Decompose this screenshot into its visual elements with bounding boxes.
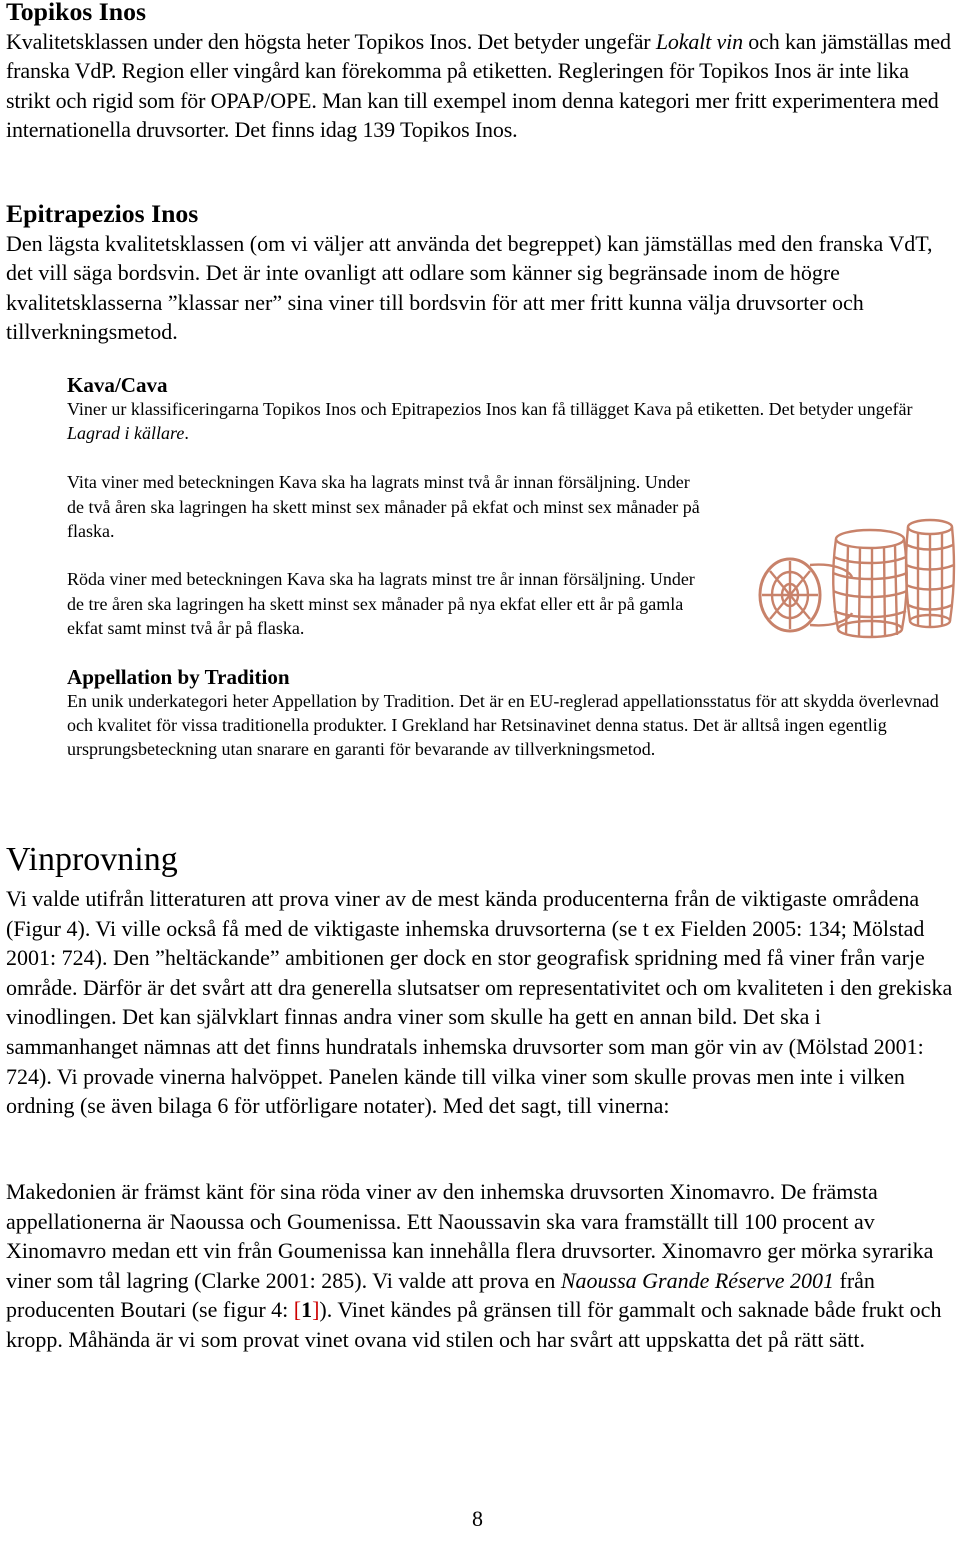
text-lagrad-i-kallare: Lagrad i källare (67, 423, 185, 443)
paragraph-vinprovning-intro: Vi valde utifrån litteraturen att prova viner av de mest kända producenterna från de viktigaste områdena (Figur 4). Vi ville också få med de viktigaste inhemska druvsorterna (se t ex Fielden 2005: 134; Mölstad 2001: 724). Den ”heltäckande” ambitionen ger dock en stor geografisk spridning med få viner från varje område. Därför är det svårt att dra generella slutsatser om representativitet och om kvaliteten i den grekiska vinodlingen. Det kan självklart finnas andra viner som skulle ha gett en annan bild. Det ska i sammanhanget nämnas att det finns hundratals inhemska druvsorter som man gör vin av (Mölstad 2001: 724). Vi provade vinerna halvöppet. Panelen kände till vilka viner som skulle provas men inte i vilken ordning (se även bilaga 6 för utförligare notater). Med det sagt, till vinerna: (6, 886, 953, 1119)
paragraph-makedonien (6, 1177, 958, 1355)
text-naoussa-grande-reserve: Naoussa Grande Réserve 2001 (560, 1267, 834, 1293)
figure-reference-bracket-close: ] (312, 1297, 320, 1323)
text-kava-period: . (184, 423, 189, 443)
barrel-right-icon (906, 520, 954, 627)
text-topikos-1: Kvalitetsklassen under den högsta heter Topikos Inos. Det betyder ungefär (6, 28, 656, 54)
heading-vinprovning: Vinprovning (6, 841, 178, 878)
heading-appellation-by-tradition: Appellation by Tradition (67, 665, 290, 689)
text-lokalt-vin: Lokalt vin (655, 28, 743, 54)
page-number: 8 (472, 1506, 483, 1531)
text-makedonien-1: Makedonien är främst känt för sina röda viner av den inhemska druvsorten Xinomavro. De främsta appellationerna är Naoussa och Goumenissa. Ett Naoussavin ska vara framställt till 100 procent av Xinomavro medan ett vin från Goumenissa kan innehålla flera druvsorter. Xinomavro ger mörka syrarika viner som tål lagring (Clarke 2001: 285). Vi valde att prova en (6, 1179, 934, 1293)
paragraph-epitrapezios-inos: Den lägsta kvalitetsklassen (om vi väljer att använda det begreppet) kan jämställas med den franska VdT, det vill säga bordsvin. Det är inte ovanligt att odlare som känner sig begränsade inom de högre kvalitetsklasserna ”klassar ner” sina viner till bordsvin för att mer fritt kunna välja druvsorter och tillverkningsmetod. (6, 230, 933, 344)
section-topikos-inos (6, 0, 956, 145)
barrel-left-icon (760, 559, 852, 631)
paragraph-appellation-by-tradition: En unik underkategori heter Appellation by Tradition. Det är en EU-reglerad appellationsstatus för att skydda överlevnad och kvalitet för vissa traditionella produkter. I Grekland har Retsinavinet denna status. Det är alltså ingen egentlig ursprungsbeteckning utan snarare en garanti för bevarande av tillverkningsmetod. (67, 691, 939, 759)
text-makedonien-2: från producenten Boutari (se figur 4: (6, 1267, 875, 1323)
section-appellation-by-tradition (67, 665, 957, 761)
figure-reference-number[interactable]: 1 (301, 1297, 313, 1323)
paragraph-kava-red: Röda viner med beteckningen Kava ska ha lagrats minst tre år innan försäljning. Under de tre åren ska lagringen ha skett minst sex månader på nya ekfat eller ett år på gamla ekfat samt minst två år på flaska. (67, 569, 695, 638)
paragraph-kava-intro (67, 397, 937, 445)
paragraph-kava-white: Vita viner med beteckningen Kava ska ha lagrats minst två år innan försäljning. Under de två åren ska lagringen ha skett minst sex månader på ekfat och minst sex månader på flaska. (67, 472, 700, 541)
paragraph-topikos-inos (6, 27, 956, 145)
figure-reference-bracket-open: [ (293, 1297, 302, 1323)
wine-barrels-illustration (752, 517, 957, 642)
section-kava (67, 373, 937, 445)
text-makedonien-3: ). Vinet kändes på gränsen till för gammalt och saknade både frukt och kropp. Måhända är vi som provat vinet ovana vid stilen och har svårt att uppskatta det på rätt sätt. (6, 1297, 942, 1352)
heading-epitrapezios-inos: Epitrapezios Inos (6, 199, 199, 228)
section-epitrapezios-inos (6, 199, 956, 347)
text-kava-1: Viner ur klassificeringarna Topikos Inos och Epitrapezios Inos kan få tillägget Kava på etiketten. Det betyder ungefär (67, 399, 913, 419)
text-topikos-2: och kan jämställas med franska VdP. Region eller vingård kan förekomma på etiketten. Regleringen för Topikos Inos är inte lika strikt och rigid som för OPAP/OPE. Man kan till exempel inom denna kategori mer fritt experimentera med internationella druvsorter. Det finns idag 139 Topikos Inos. (6, 28, 951, 142)
heading-kava: Kava/Cava (67, 373, 168, 397)
heading-topikos-inos: Topikos Inos (6, 0, 146, 26)
